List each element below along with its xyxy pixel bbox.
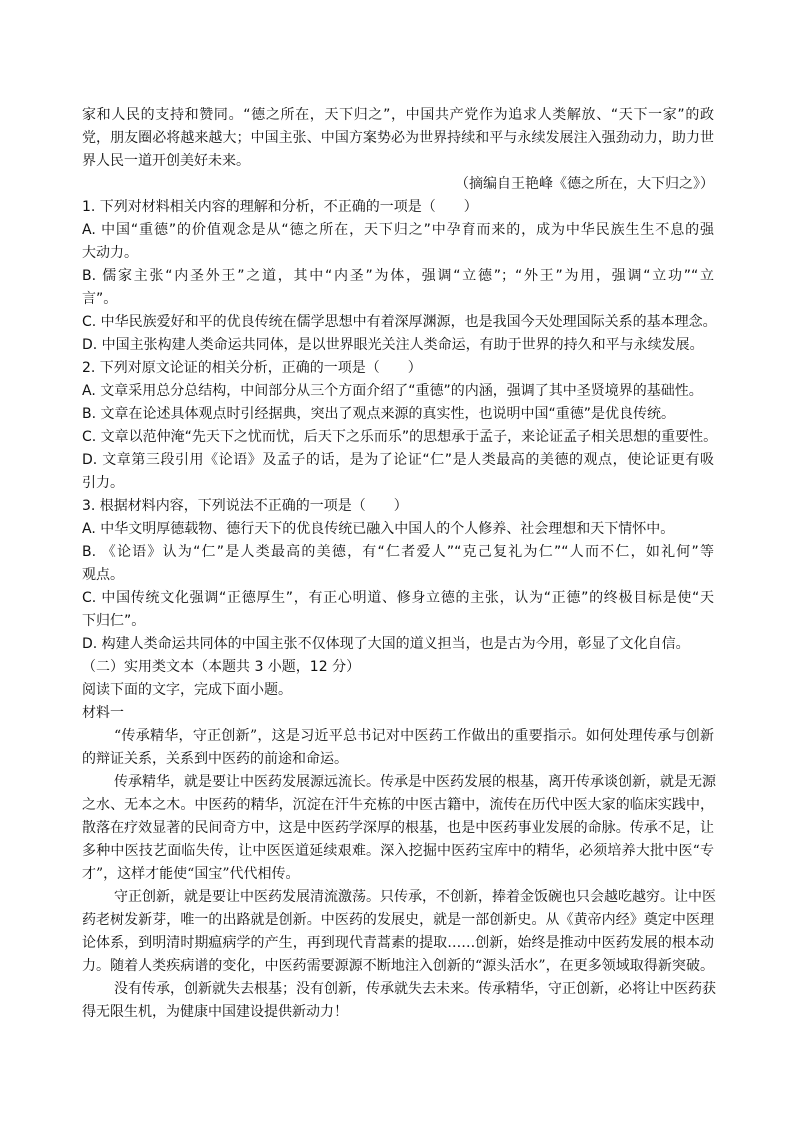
material-paragraph: 得无限生机，为健康中国建设提供新动力！ (82, 1004, 348, 1020)
option-c: C. 中国传统文化强调“正德厚生”，有正心明道、修身立德的主张，认为“正德”的终极目标是使“天 (82, 590, 714, 606)
passage-text: 界人民一道开创美好未来。 (82, 153, 250, 169)
question-stem: 2. 下列对原文论证的相关分析，正确的一项是（ ） (82, 360, 422, 376)
material-paragraph: 论体系，到明清时期瘟病学的产生，再到现代青蒿素的提取……创新，始终是推动中医药发展的根本动 (82, 935, 714, 951)
document-page (82, 104, 718, 1024)
passage-text: 家和人民的支持和赞同。“德之所在，天下归之”，中国共产党作为追求人类解放、“天下一家”的政 (82, 107, 714, 123)
option-c-cont: 下归仁”。 (82, 613, 146, 629)
option-a: A. 文章采用总分总结构，中间部分从三个方面介绍了“重德”的内涵，强调了其中圣贤境界的基础性。 (82, 383, 703, 399)
material-paragraph: 散落在疗效显著的民间奇方中，这是中医药学深厚的根基，也是中医药事业发展的命脉。传承不足，让 (82, 820, 714, 836)
material-paragraph: 才”，这样才能使“国宝”代代相传。 (82, 866, 300, 882)
material-paragraph: 之水、无本之木。中医药的精华，沉淀在汗牛充栋的中医古籍中，流传在历代中医大家的临床实践中， (82, 797, 714, 813)
option-b-cont: 言”。 (82, 291, 118, 307)
option-b: B. 儒家主张“内圣外王”之道，其中“内圣”为体，强调“立德”；“外王”为用，强调“立功”“立 (82, 268, 714, 284)
option-b: B. 《论语》认为“仁”是人类最高的美德，有“仁者爱人”“克己复礼为仁”“人而不仁，如礼何”等 (82, 544, 714, 560)
section-heading: （二）实用类文本（本题共 3 小题，12 分） (82, 659, 361, 675)
material-paragraph: 传承精华，就是要让中医药发展源远流长。传承是中医药发展的根基，离开传承谈创新，就是无源 (114, 774, 716, 790)
question-stem: 3. 根据材料内容，下列说法不正确的一项是（ ） (82, 498, 408, 514)
material-paragraph: 守正创新，就是要让中医药发展清流激荡。只传承，不创新，捧着金饭碗也只会越吃越穷。让中医 (114, 889, 716, 905)
option-b: B. 文章在论述具体观点时引经据典，突出了观点来源的真实性，也说明中国“重德”是优良传统。 (82, 406, 676, 422)
material-paragraph: 没有传承，创新就失去根基；没有创新，传承就失去未来。传承精华，守正创新，必将让中医药获 (114, 981, 716, 997)
material-paragraph: 药老树发新芽，唯一的出路就是创新。中医药的发展史，就是一部创新史。从《黄帝内经》奠定中医理 (82, 912, 714, 928)
option-a-cont: 大动力。 (82, 245, 138, 261)
option-d: D. 文章第三段引用《论语》及孟子的话，是为了论证“仁”是人类最高的美德的观点，使论证更有吸 (82, 452, 714, 468)
material-paragraph: 多种中医技艺面临失传，让中医医道延续艰难。深入挖掘中医药宝库中的精华，必须培养大批中医“专 (82, 843, 714, 859)
instruction-text: 阅读下面的文字，完成下面小题。 (82, 682, 292, 698)
question-stem: 1. 下列对材料相关内容的理解和分析，不正确的一项是（ ） (82, 199, 478, 215)
material-paragraph: 的辩证关系，关系到中医药的前途和命运。 (82, 751, 348, 767)
option-a: A. 中华文明厚德载物、德行天下的优良传统已融入中国人的个人修养、社会理想和天下情怀中。 (82, 521, 675, 537)
option-c: C. 文章以范仲淹“先天下之忧而忧，后天下之乐而乐”的思想承于孟子，来论证孟子相关思想的重要性。 (82, 429, 718, 445)
option-a: A. 中国“重德”的价值观念是从“德之所在，天下归之”中孕育而来的，成为中华民族生生不息的强 (82, 222, 714, 238)
option-d: D. 构建人类命运共同体的中国主张不仅体现了大国的道义担当，也是古为今用，彰显了文化自信。 (82, 636, 690, 652)
option-d: D. 中国主张构建人类命运共同体，是以世界眼光关注人类命运，有助于世界的持久和平与永续发展。 (82, 337, 704, 353)
passage-text: 党，朋友圈必将越来越大；中国主张、中国方案势必为世界持续和平与永续发展注入强劲动力，助力世 (82, 130, 714, 146)
option-d-cont: 引力。 (82, 475, 124, 491)
material-paragraph: 力。随着人类疾病谱的变化，中医药需要源源不断地注入创新的“源头活水”，在更多领域取得新突破。 (82, 958, 714, 974)
source-citation: （摘编自王艳峰《德之所在，大下归之》） (455, 176, 714, 192)
material-label: 材料一 (82, 705, 124, 721)
option-b-cont: 观点。 (82, 567, 124, 583)
option-c: C. 中华民族爱好和平的优良传统在儒学思想中有着深厚渊源，也是我国今天处理国际关系的基本理念。 (82, 314, 717, 330)
material-paragraph: “传承精华，守正创新”，这是习近平总书记对中医药工作做出的重要指示。如何处理传承与创新 (114, 728, 714, 744)
